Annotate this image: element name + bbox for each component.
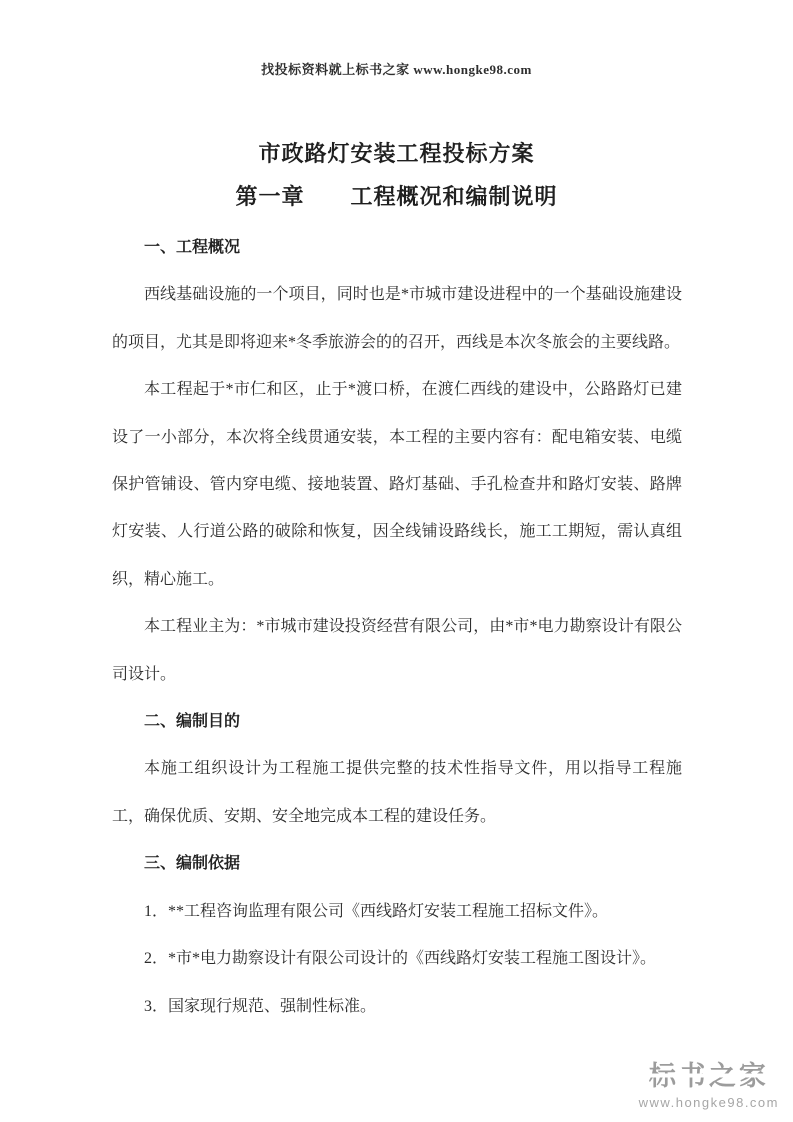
site-url-text: www.hongke98.com (638, 1095, 779, 1110)
list-item-basis-3: 3．国家现行规范、强制性标准。 (144, 997, 377, 1015)
site-logo-text: 标书之家 (639, 1054, 779, 1093)
section-heading-purpose: 二、编制目的 (144, 713, 241, 731)
section-heading-basis: 三、编制依据 (144, 855, 241, 873)
list-item-basis-1: 1．**工程咨询监理有限公司《西线路灯安装工程施工招标文件》。 (144, 902, 609, 920)
header-watermark-text: 找投标资料就上标书之家 www.hongke98.com (261, 62, 532, 77)
document-title: 市政路灯安装工程投标方案 (258, 141, 535, 166)
chapter-heading: 第一章 工程概况和编制说明 (235, 184, 558, 209)
section-heading-overview: 一、工程概况 (144, 239, 241, 256)
paragraph-overview-1: 西线基础设施的一个项目，同时也是*市城市建设进程中的一个基础设施建设的项目，尤其是即将迎来*冬季旅游会的的召开，西线是本次冬旅会的主要线路。 (112, 286, 682, 351)
paragraph-overview-3: 本工程业主为：*市城市建设投资经营有限公司，由*市*电力勘察设计有限公司设计。 (112, 618, 682, 683)
site-watermark (639, 1054, 779, 1110)
document-body (112, 224, 682, 1030)
paragraph-purpose-1: 本施工组织设计为工程施工提供完整的技术性指导文件，用以指导工程施工，确保优质、安期、安全地完成本工程的建设任务。 (112, 760, 682, 825)
list-item-basis-2: 2．*市*电力勘察设计有限公司设计的《西线路灯安装工程施工图设计》。 (144, 950, 657, 968)
paragraph-overview-2: 本工程起于*市仁和区，止于*渡口桥，在渡仁西线的建设中，公路路灯已建设了一小部分，本次将全线贯通安装，本工程的主要内容有：配电箱安装、电缆保护管铺设、管内穿电缆、接地装置、路灯基础、手孔检查井和路灯安装、路牌灯安装、人行道公路的破除和恢复，因全线铺设路线长，施工工期短，需认真组织，精心施工。 (112, 381, 682, 588)
